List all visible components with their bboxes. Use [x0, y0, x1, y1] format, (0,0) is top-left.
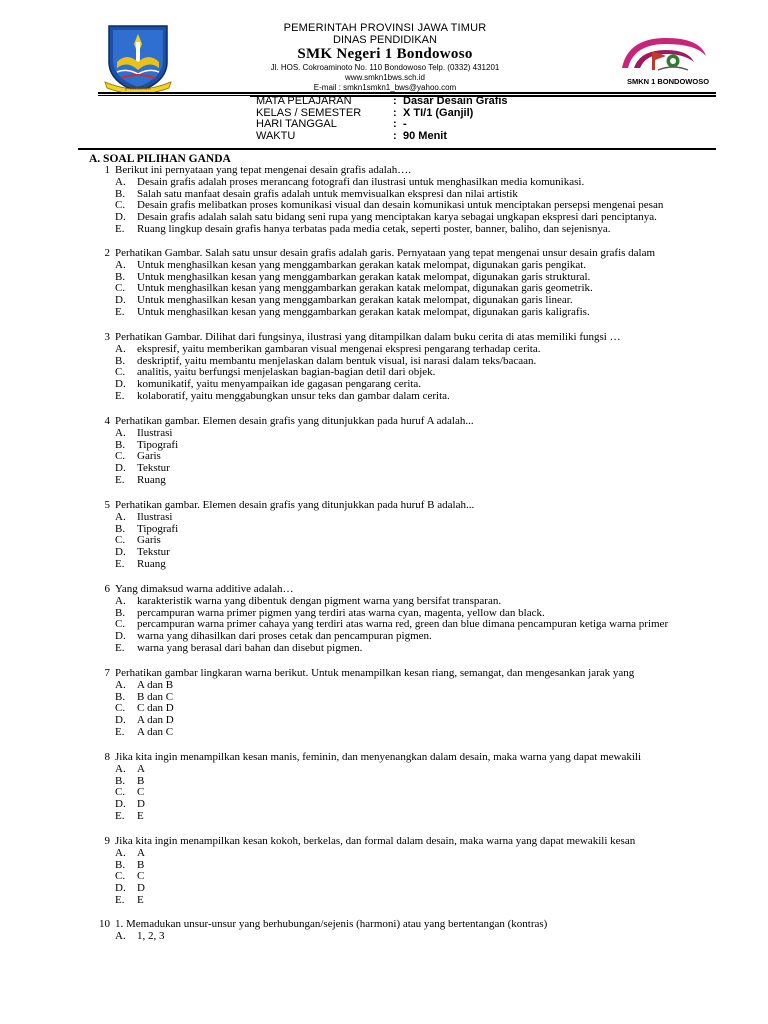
- option-letter: C.: [115, 619, 126, 631]
- option-text: Desain grafis melibatkan proses komunikasi visual dan desain komunikasi untuk menciptakan persepsi mengenai pesan: [137, 200, 664, 212]
- answer-option: [115, 787, 718, 799]
- option-letter: C.: [115, 200, 126, 212]
- answer-option: [115, 848, 718, 860]
- option-text: Untuk menghasilkan kesan yang menggambarkan gerakan katak melompat, digunakan garis pengikat.: [137, 259, 587, 271]
- question-stem: Perhatikan gambar. Elemen desain grafis yang ditunjukkan pada huruf B adalah...: [115, 500, 475, 511]
- option-letter: B.: [115, 355, 126, 367]
- option-text: D: [137, 883, 145, 895]
- option-text: Desain grafis adalah proses merancang fotografi dan ilustrasi untuk menghasilkan media komunikasi.: [137, 176, 585, 188]
- option-text: Salah satu manfaat desain grafis adalah untuk memvisualkan ekspresi dan nilai artistik: [137, 188, 518, 200]
- option-letter: C.: [115, 787, 126, 799]
- letterhead: [250, 22, 520, 93]
- option-text: Ruang: [137, 559, 166, 570]
- answer-option: [115, 860, 718, 872]
- question-number: 6: [104, 583, 110, 595]
- answer-option: [115, 631, 718, 643]
- option-letter: D.: [115, 463, 126, 475]
- info-value: X TI/1 (Ganjil): [403, 106, 474, 119]
- question-number: 7: [104, 667, 110, 679]
- option-text: Tekstur: [137, 463, 170, 475]
- option-text: Garis: [137, 451, 161, 463]
- option-letter: D.: [115, 295, 126, 307]
- option-letter: D.: [115, 379, 126, 391]
- option-letter: B.: [115, 188, 126, 200]
- option-text: karakteristik warna yang dibentuk dengan pigment warna yang bersifat transparan.: [137, 595, 502, 607]
- option-text: Untuk menghasilkan kesan yang menggambarkan gerakan katak melompat, digunakan garis geometrik.: [137, 283, 593, 295]
- question-stem: Jika kita ingin menampilkan kesan kokoh, berkelas, dan formal dalam desain, maka warna yang dapat mewakili kesan: [115, 836, 636, 847]
- answer-option: [115, 272, 718, 284]
- option-text: Ilustrasi: [137, 427, 173, 439]
- info-value: 90 Menit: [403, 129, 448, 142]
- info-value: Dasar Desain Grafis: [403, 95, 508, 107]
- option-letter: A.: [115, 595, 126, 607]
- option-text: A dan D: [137, 715, 174, 727]
- option-text: ekspresif, yaitu memberikan gambaran visual mengenai ekspresi pengarang terhadap cerita.: [137, 343, 541, 355]
- option-letter: C.: [115, 367, 126, 379]
- option-text: Ilustrasi: [137, 511, 173, 523]
- question-number: 4: [104, 415, 110, 427]
- answer-option: [115, 764, 718, 776]
- option-letter: E.: [115, 224, 125, 235]
- section-title: A. SOAL PILIHAN GANDA: [89, 153, 231, 165]
- question-number: 3: [104, 331, 110, 343]
- option-letter: E.: [115, 727, 125, 738]
- answer-option: [115, 547, 718, 559]
- option-letter: A.: [115, 763, 126, 775]
- option-letter: D.: [115, 631, 126, 643]
- east-java-emblem-logo: [103, 22, 173, 94]
- info-label: WAKTU: [256, 129, 296, 142]
- option-text: Tipografi: [137, 439, 179, 451]
- answer-option: [115, 931, 718, 943]
- answer-option: [115, 451, 718, 463]
- option-letter: E.: [115, 643, 125, 654]
- option-text: D: [137, 799, 145, 811]
- answer-option: [115, 776, 718, 788]
- option-text: C dan D: [137, 703, 174, 715]
- option-letter: E.: [115, 895, 125, 906]
- option-text: Ruang lingkup desain grafis hanya terbatas pada media cetak, seperti poster, banner, baliho, dan sejenisnya.: [137, 224, 611, 235]
- option-text: Ruang: [137, 475, 166, 486]
- answer-option: [115, 524, 718, 536]
- option-letter: D.: [115, 883, 126, 895]
- option-text: Desain grafis adalah salah satu bidang seni rupa yang menciptakan karya sebagai ungkapan ekspresi dari penciptanya.: [137, 212, 657, 224]
- school-email: E-mail : smkn1smkn1_bws@yahoo.com: [313, 83, 457, 92]
- option-letter: A.: [115, 511, 126, 523]
- answer-option: [115, 295, 718, 307]
- question-stem: Berikut ini pernyataan yang tepat mengenai desain grafis adalah….: [115, 165, 411, 176]
- option-text: Untuk menghasilkan kesan yang menggambarkan gerakan katak melompat, digunakan garis linear.: [137, 295, 573, 307]
- answer-option: [115, 692, 718, 704]
- answer-option: [115, 680, 718, 692]
- answer-option: [115, 224, 718, 236]
- option-letter: A.: [115, 847, 126, 859]
- answer-option: [115, 356, 718, 368]
- answer-option: [115, 260, 718, 272]
- option-text: Tipografi: [137, 523, 179, 535]
- option-text: warna yang berasal dari bahan dan disebut pigmen.: [137, 643, 363, 654]
- svg-text:SMKN 1 BONDOWOSO: SMKN 1 BONDOWOSO: [626, 77, 710, 86]
- question-number: 8: [104, 751, 110, 763]
- option-text: B dan C: [137, 691, 174, 703]
- option-text: C: [137, 871, 145, 883]
- option-letter: A.: [115, 679, 126, 691]
- option-text: analitis, yaitu berfungsi menjelaskan bagian-bagian detil dari objek.: [137, 367, 436, 379]
- answer-option: [115, 475, 718, 487]
- option-text: C: [137, 787, 145, 799]
- info-colon: :: [393, 106, 397, 119]
- option-text: A dan C: [137, 727, 174, 738]
- svg-text:JAWA TIMUR: JAWA TIMUR: [125, 85, 151, 91]
- option-text: Garis: [137, 535, 161, 547]
- answer-option: [115, 391, 718, 403]
- option-letter: A.: [115, 343, 126, 355]
- answer-option: [115, 344, 718, 356]
- department-line: DINAS PENDIDIKAN: [333, 34, 437, 46]
- option-letter: A.: [115, 176, 126, 188]
- option-text: percampuran warna primer pigmen yang terdiri atas warna cyan, magenta, yellow dan black.: [137, 607, 545, 619]
- answer-option: [115, 799, 718, 811]
- answer-option: [115, 307, 718, 319]
- info-colon: :: [393, 118, 397, 130]
- question-stem: Jika kita ingin menampilkan kesan manis, feminin, dan menyenangkan dalam desain, maka warna yang dapat mewakili: [115, 752, 642, 763]
- answer-option: [115, 883, 718, 895]
- option-text: 1, 2, 3: [137, 930, 165, 942]
- option-letter: B.: [115, 439, 126, 451]
- answer-option: [115, 619, 718, 631]
- option-text: deskriptif, yaitu membantu menjelaskan dalam bentuk visual, isi narasi dalam teks/bacaan.: [137, 355, 537, 367]
- option-text: komunikatif, yaitu menyampaikan ide gagasan pengarang cerita.: [137, 379, 422, 391]
- answer-option: [115, 200, 718, 212]
- answer-option: [115, 643, 718, 655]
- option-letter: A.: [115, 930, 126, 942]
- option-text: Untuk menghasilkan kesan yang menggambarkan gerakan katak melompat, digunakan garis kaligrafis.: [137, 307, 590, 318]
- question-stem: Yang dimaksud warna additive adalah…: [115, 584, 294, 595]
- answer-option: [115, 559, 718, 571]
- question-number: 10: [99, 918, 110, 930]
- option-letter: D.: [115, 799, 126, 811]
- option-letter: E.: [115, 391, 125, 402]
- answer-option: [115, 596, 718, 608]
- question-number: 2: [104, 247, 110, 259]
- option-letter: D.: [115, 212, 126, 224]
- answer-option: [115, 811, 718, 823]
- option-letter: E.: [115, 307, 125, 318]
- option-text: Tekstur: [137, 547, 170, 559]
- option-text: B: [137, 775, 145, 787]
- option-letter: C.: [115, 871, 126, 883]
- option-letter: D.: [115, 715, 126, 727]
- option-text: kolaboratif, yaitu menggabungkan unsur teks dan gambar dalam cerita.: [137, 391, 450, 402]
- answer-option: [115, 703, 718, 715]
- option-letter: B.: [115, 691, 126, 703]
- option-letter: E.: [115, 811, 125, 822]
- option-letter: A.: [115, 259, 126, 271]
- letterhead-divider: [98, 92, 716, 94]
- option-letter: C.: [115, 451, 126, 463]
- option-text: A: [137, 847, 145, 859]
- question-stem: Perhatikan Gambar. Salah satu unsur desain grafis adalah garis. Pernyataan yang tepat mengenai unsur desain grafis dalam: [115, 248, 656, 259]
- option-letter: E.: [115, 475, 125, 486]
- option-text: E: [137, 811, 144, 822]
- answer-option: [115, 535, 718, 547]
- option-letter: D.: [115, 547, 126, 559]
- option-letter: C.: [115, 535, 126, 547]
- answer-option: [115, 212, 718, 224]
- answer-option: [115, 189, 718, 201]
- option-letter: A.: [115, 427, 126, 439]
- question-number: 9: [104, 835, 110, 847]
- info-label: KELAS / SEMESTER: [256, 106, 362, 119]
- option-letter: B.: [115, 607, 126, 619]
- info-bottom-rule: [78, 148, 716, 150]
- answer-option: [115, 440, 718, 452]
- info-label: HARI TANGGAL: [256, 118, 337, 130]
- option-text: A: [137, 763, 145, 775]
- option-letter: B.: [115, 859, 126, 871]
- answer-option: [115, 727, 718, 739]
- option-letter: B.: [115, 523, 126, 535]
- option-letter: E.: [115, 559, 125, 570]
- info-colon: :: [393, 95, 397, 107]
- answer-option: [115, 895, 718, 907]
- option-text: E: [137, 895, 144, 906]
- info-label: MATA PELAJARAN: [256, 95, 352, 107]
- question-stem: 1. Memadukan unsur-unsur yang berhubungan/sejenis (harmoni) atau yang bertentangan (kontras): [115, 919, 548, 930]
- answer-option: [115, 428, 718, 440]
- answer-option: [115, 379, 718, 391]
- option-letter: B.: [115, 271, 126, 283]
- question-number: 5: [104, 499, 110, 511]
- option-text: percampuran warna primer cahaya yang terdiri atas warna red, green dan blue dimana pencampuran ketiga warna primer: [137, 619, 669, 631]
- answer-option: [115, 367, 718, 379]
- answer-option: [115, 283, 718, 295]
- option-text: warna yang dihasilkan dari proses cetak dan pencampuran pigmen.: [137, 631, 432, 643]
- school-address: Jl. HOS. Cokroaminoto No. 110 Bondowoso Telp. (0332) 431201: [270, 63, 500, 72]
- answer-option: [115, 177, 718, 189]
- answer-option: [115, 715, 718, 727]
- option-text: A dan B: [137, 679, 174, 691]
- smkn1-bondowoso-logo: [614, 34, 714, 90]
- school-name: SMK Negeri 1 Bondowoso: [297, 46, 473, 62]
- question-number: 1: [104, 164, 110, 176]
- answer-option: [115, 871, 718, 883]
- answer-option: [115, 463, 718, 475]
- option-letter: B.: [115, 775, 126, 787]
- option-text: B: [137, 859, 145, 871]
- answer-option: [115, 608, 718, 620]
- government-line: PEMERINTAH PROVINSI JAWA TIMUR: [283, 22, 487, 34]
- school-website: www.smkn1bws.sch.id: [344, 73, 426, 82]
- question-stem: Perhatikan gambar lingkaran warna berikut. Untuk menampilkan kesan riang, semangat, dan mengesankan jarak yang: [115, 668, 635, 679]
- info-colon: :: [393, 129, 397, 142]
- answer-option: [115, 512, 718, 524]
- option-text: Untuk menghasilkan kesan yang menggambarkan gerakan katak melompat, digunakan garis struktural.: [137, 271, 591, 283]
- question-stem: Perhatikan Gambar. Dilihat dari fungsinya, ilustrasi yang ditampilkan dalam buku cerita di atas memiliki fungsi …: [115, 332, 621, 343]
- option-letter: C.: [115, 703, 126, 715]
- option-letter: C.: [115, 283, 126, 295]
- info-value: -: [403, 118, 407, 130]
- question-stem: Perhatikan gambar. Elemen desain grafis yang ditunjukkan pada huruf A adalah...: [115, 416, 474, 427]
